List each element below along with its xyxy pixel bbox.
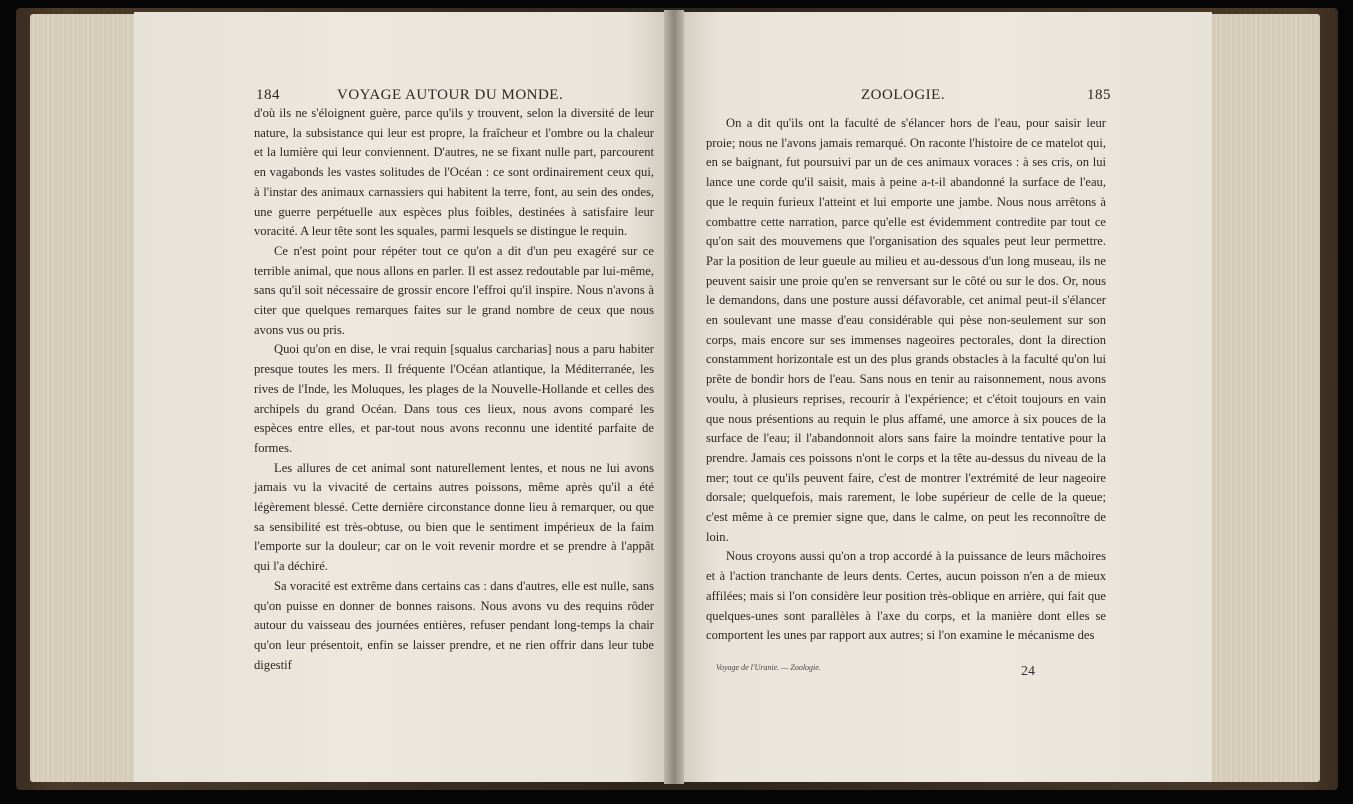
right-page-number: 185 — [1087, 87, 1111, 103]
paragraph: On a dit qu'ils ont la faculté de s'élancer hors de l'eau, pour saisir leur proie; nous ne l'avons jamais remarqué. On raconte l'histoire de ce matelot qui, en se baignant, fut poursuivi par un de ces animaux voraces : à ses cris, on lui lance une corde qu'il saisit, mais à peine a-t-il abandonné la surface de l'eau, que le requin furieux l'atteint et lui emporte une jambe. Nous nous arrêtons à combattre cette narration, parce qu'elle est évidemment contredite par tout ce qu'on sait des mouvemens que l'organisation des squales peut leur permettre. Par la position de leur gueule au milieu et au-dessous d'un long museau, ils ne peuvent saisir une proie qu'en se renversant sur le côté ou sur le dos. Or, nous le demandons, dans une posture aussi défavorable, cet animal peut-il s'élancer en soulevant une masse d'eau considérable qui pèse non-seulement sur son corps, mais encore sur ses immenses nageoires pectorales, dont la direction constamment horizontale est un des plus grands obstacles à la faculté qu'on lui prête de bondir hors de l'eau. Sans nous en tenir au raisonnement, nous avons voulu, à plusieurs reprises, recourir à l'expérience; et c'étoit toujours en vain que nous présentions au requin le plus affamé, une amorce à six pouces de la surface de l'eau; il l'abandonnoit alors sans faire la moindre tentative pour la prendre. Jamais ces poissons n'ont le corps et la tête au-dessus du niveau de la mer; tout ce qu'ils peuvent faire, c'est de montrer l'extrémité de leur nageoire dorsale; quelquefois, mais rarement, le lobe supérieur de celle de la queue; c'est même à ce premier signe que, dans le calme, on peut les reconnoître de loin. — [706, 116, 1106, 544]
footer-signature: Voyage de l'Uranie. — Zoologie. — [716, 663, 821, 672]
paragraph: Sa voracité est extrême dans certains cas : dans d'autres, elle est nulle, sans qu'on puisse en donner de bonnes raisons. Nous avons vu des requins rôder autour du vaisseau des journées entières, refuser pendant long-temps la chair qu'on leur présentoit, enfin se laisser prendre, et ne rien offrir dans leur tube digestif — [254, 578, 654, 672]
paragraph: Les allures de cet animal sont naturellement lentes, et nous ne lui avons jamais vu la vivacité de certains autres poissons, même après qu'il a été légèrement blessé. Cette dernière circonstance donne lieu à remarquer, ou que sa sensibilité est très-obtuse, ou bien que le sentiment impérieux de la faim l'emporte sur la douleur; car on le voit revenir mordre et se prendre à l'appât qui l'a déchiré. — [254, 460, 654, 574]
paragraph: Quoi qu'on en dise, le vrai requin [squalus carcharias] nous a paru habiter presque toutes les mers. Il fréquente l'Océan atlantique, la Méditerranée, les rives de l'Inde, les Moluques, les plages de la Nouvelle-Hollande et celles des archipels du grand Océan. Dans tous ces lieux, nous avons comparé les espèces entre elles, et par-tout nous avons reconnu une identité parfaite de formes. — [254, 342, 654, 455]
left-body-text — [254, 104, 654, 675]
book-gutter — [664, 10, 684, 784]
right-running-title: ZOOLOGIE. — [861, 87, 946, 103]
page-edges-right — [1208, 14, 1320, 782]
footer-sheet-number: 24 — [1021, 664, 1035, 679]
paragraph: Ce n'est point pour répéter tout ce qu'on a dit d'un peu exagéré sur ce terrible animal, que nous allons en parler. Il est assez redoutable par lui-même, sans qu'il soit nécessaire de grossir encore l'effroi qu'il inspire. Nous n'avons à citer que quelques remarques faites sur le grand nombre de ceux que nous avons vus ou pris. — [254, 243, 654, 337]
left-running-title: VOYAGE AUTOUR DU MONDE. — [337, 87, 564, 103]
left-page-number: 184 — [256, 87, 280, 103]
right-body-text — [706, 114, 1106, 646]
page-edges-left — [30, 14, 138, 782]
left-page — [134, 12, 670, 782]
paragraph: Nous croyons aussi qu'on a trop accordé à la puissance de leurs mâchoires et à l'action tranchante de leurs dents. Certes, aucun poisson n'en a de mieux affilées; mais si l'on considère leur position très-oblique en arrière, qui fait que quelques-unes sont parallèles à l'axe du corps, et la manière dont elles se comportent les unes par rapport aux autres; si l'on examine le mécanisme des — [706, 549, 1106, 643]
right-page — [676, 12, 1212, 782]
paragraph: d'où ils ne s'éloignent guère, parce qu'ils y trouvent, selon la diversité de leur nature, la subsistance qui leur est propre, la fraîcheur et l'ombre ou la chaleur et la lumière qui leur conviennent. D'autres, ne se fixant nulle part, parcourent en vagabonds les vastes solitudes de l'Océan : ce sont ordinairement ceux qui, à l'instar des animaux carnassiers qui habitent la terre, font, au sein des ondes, une guerre perpétuelle aux espèces plus foibles, destinées à satisfaire leur voracité. A leur tête sont les squales, parmi lesquels se distingue le requin. — [254, 106, 654, 239]
